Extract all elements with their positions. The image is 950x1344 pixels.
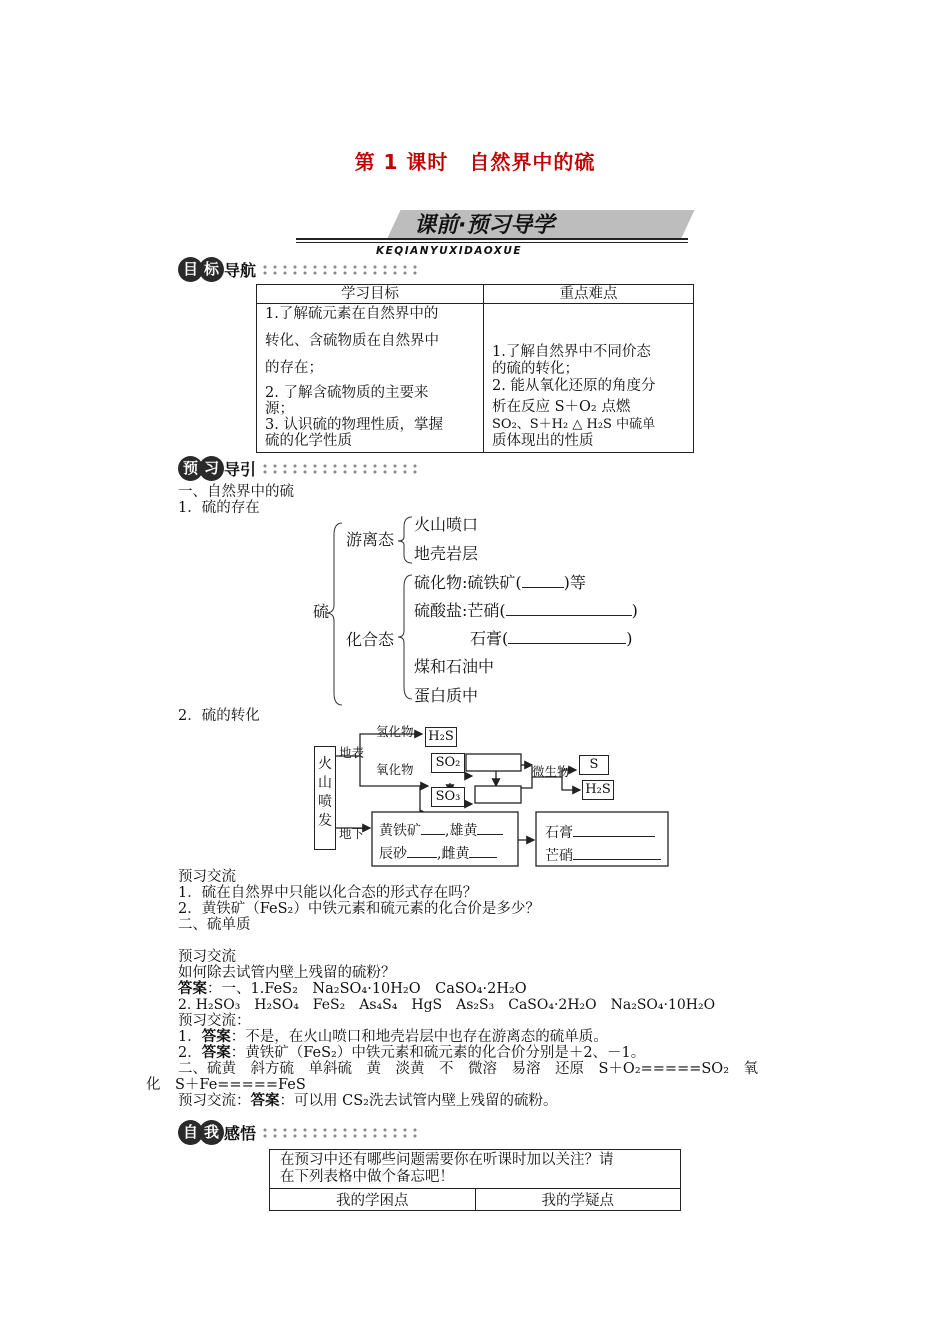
result-line: 石膏 (545, 822, 655, 842)
s-box: S (579, 755, 609, 775)
section-char: 标 (199, 257, 224, 282)
keypoint-line: 析在反应 S＋O₂ 点燃 (492, 399, 631, 415)
goal-line: 源； (265, 401, 294, 417)
keypoint-line: 2. 能从氧化还原的角度分 (492, 378, 656, 394)
h2s-box: H₂S (425, 727, 457, 747)
section-char: 我 (199, 1120, 224, 1145)
part1-heading: 一、自然界中的硫 (178, 484, 294, 500)
answer-line: 答案：一、1.FeS₂ Na₂SO₄·10H₂O CaSO₄·2H₂O (178, 980, 527, 997)
answer-line: 二、硫黄 斜方硫 单斜硫 黄 淡黄 不 微溶 易溶 还原 S＋O₂=====SO₂ 氧 (178, 1061, 759, 1077)
goal-line: 3. 认识硫的物理性质，掌握 (265, 417, 443, 433)
goal-line: 硫的化学性质 (265, 433, 352, 449)
goal-line: 的存在； (265, 360, 323, 376)
question: 如何除去试管内壁上残留的硫粉？ (178, 965, 396, 981)
question: 2．黄铁矿（FeS₂）中铁元素和硫元素的化合价是多少？ (178, 901, 540, 917)
table-header: 重点难点 (484, 285, 694, 304)
exchange-heading: 预习交流 (178, 949, 236, 965)
part2-heading: 二、硫单质 (178, 917, 251, 933)
section-char: 自 (178, 1120, 203, 1145)
mineral-line: 黄铁矿 ,雄黄 (379, 820, 503, 840)
section-preview (178, 456, 420, 482)
oxide-label: 氧化物 (376, 762, 414, 777)
section-char: 习 (199, 456, 224, 481)
exchange-heading: 预习交流 (178, 869, 236, 885)
h2s-box-2: H₂S (582, 780, 614, 800)
section-goal-nav (178, 257, 420, 283)
section-title: 导航 (224, 261, 257, 280)
goal-line: 2. 了解含硫物质的主要来 (265, 385, 429, 401)
answer-line: 预习交流：答案：可以用 CS₂洗去试管内壁上残留的硫粉。 (178, 1092, 558, 1109)
answer-line: 2. H₂SO₃ H₂SO₄ FeS₂ As₄S₄ HgS As₂S₃ CaSO₄·2H₂O Na₂SO₄·10H₂O (178, 997, 716, 1013)
mineral-line: 辰砂 ,雌黄 (379, 843, 497, 863)
so2-box: SO₂ (431, 753, 465, 773)
goal-table (256, 284, 694, 453)
microbe-label: 微生物 (532, 764, 570, 779)
section-banner (296, 208, 688, 264)
memo-col-difficulty: 我的学困点 (270, 1189, 476, 1211)
free-item: 火山喷口 (414, 515, 479, 534)
banner-title: 课前·预习导学 (414, 213, 555, 238)
so3-box: SO₃ (431, 787, 465, 807)
volcano-box: 火山喷发 (314, 746, 336, 850)
section-reflect (178, 1120, 420, 1146)
memo-prompt: 在预习中还有哪些问题需要你在听课时加以关注？请 在下列表格中做个备忘吧！ (270, 1150, 681, 1189)
table-header: 学习目标 (257, 285, 484, 304)
underground-label: 地下 (339, 826, 365, 841)
keypoint-cell (484, 304, 694, 453)
combined-item: 蛋白质中 (414, 686, 479, 705)
keypoint-line: 1.了解自然界中不同价态 (492, 344, 651, 360)
answer-line: 2．答案：黄铁矿（FeS₂）中铁元素和硫元素的化合价分别是＋2、－1。 (178, 1044, 646, 1061)
result-line: 芒硝 (545, 845, 661, 865)
existence-heading: 1．硫的存在 (178, 500, 260, 516)
answer-line: 化 S＋Fe=====FeS (146, 1077, 306, 1093)
hydride-label: 氢化物 (376, 724, 414, 739)
combined-item: 硫化物:硫铁矿( )等 (414, 573, 586, 592)
section-char: 目 (178, 257, 203, 282)
memo-table (269, 1149, 681, 1211)
section-title: 感悟 (224, 1124, 257, 1143)
free-state-label: 游离态 (346, 530, 395, 549)
surface-label: 地表 (339, 745, 365, 760)
combined-item: 煤和石油中 (414, 657, 495, 676)
question: 1．硫在自然界中只能以化合态的形式存在吗？ (178, 885, 478, 901)
section-char: 预 (178, 456, 203, 481)
goal-line: 1.了解硫元素在自然界中的 (265, 306, 439, 322)
section-title: 导引 (224, 460, 257, 479)
answer-line: 1．答案：不是，在火山喷口和地壳岩层中也存在游离态的硫单质。 (178, 1028, 608, 1045)
memo-col-doubt: 我的学疑点 (475, 1189, 681, 1211)
keypoint-line: SO₂、S＋H₂ △ H₂S 中硫单 (492, 417, 656, 432)
goal-cell (257, 304, 484, 453)
combined-state-label: 化合态 (346, 630, 395, 649)
sulfur-root: 硫 (313, 602, 330, 621)
keypoint-line: 的硫的转化； (492, 361, 579, 377)
answer-line: 预习交流： (178, 1013, 251, 1029)
combined-item: 硫酸盐:芒硝( ) (414, 601, 638, 620)
combined-item: 石膏( ) (470, 629, 633, 648)
transform-heading: 2．硫的转化 (178, 708, 260, 724)
keypoint-line: 质体现出的性质 (492, 433, 594, 449)
page-title: 第 1 课时 自然界中的硫 (354, 150, 596, 174)
goal-line: 转化、含硫物质在自然界中 (265, 333, 439, 349)
banner-subtitle: KEQIANYUXIDAOXUE (376, 245, 523, 257)
free-item: 地壳岩层 (414, 544, 479, 563)
